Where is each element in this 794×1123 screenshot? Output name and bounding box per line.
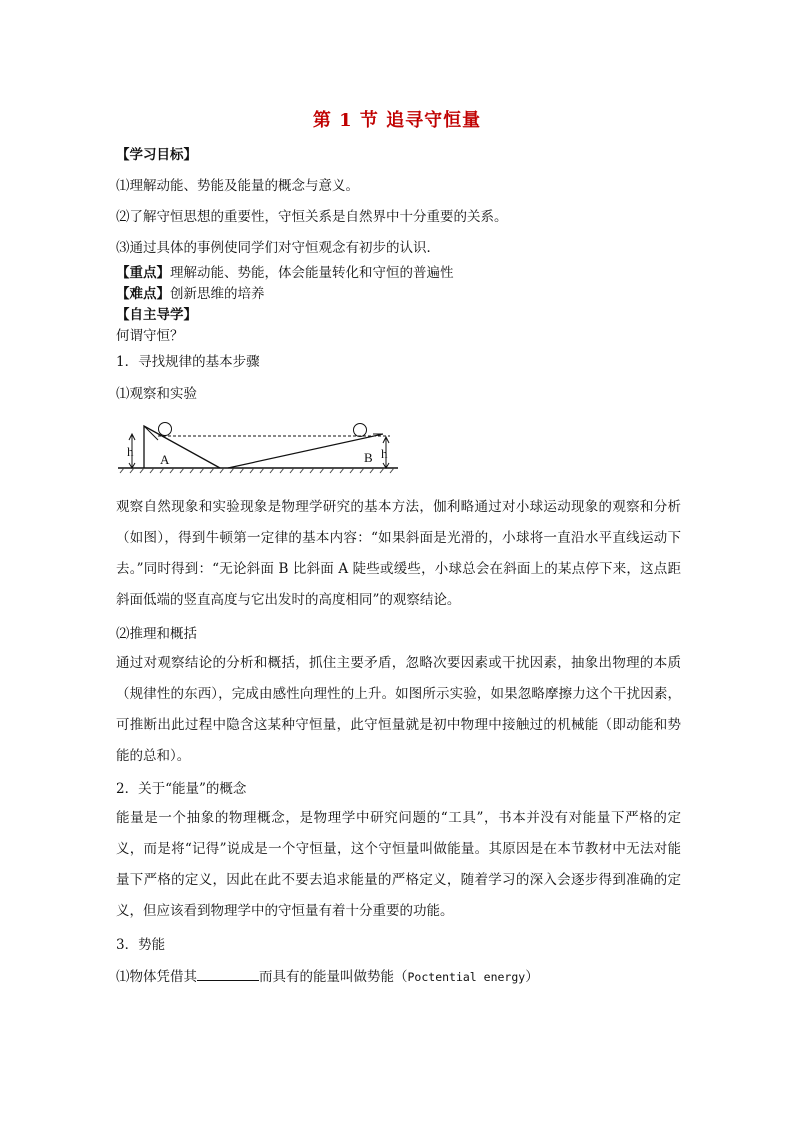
incline-b — [228, 434, 383, 468]
left-height-label: h — [127, 444, 134, 459]
right-height-label: h — [381, 446, 388, 461]
section-2-paragraph: 能量是一个抽象的物理概念，是物理学中研究问题的“工具”，书本并没有对能量下严格的定义，而是将“记得”说成是一个守恒量，这个守恒量叫做能量。其原因是在本节教材中无法对能量下严格的定义，因此在此不要去追求能量的严格定义，随着学习的深入会逐步得到准确的定义，但应该看到物理学中的守恒量有着十分重要的功能。 — [116, 810, 681, 919]
incline-a-label: A — [160, 452, 170, 467]
item-1-english-term: Poctential energy — [407, 970, 526, 984]
objective-item: ⑴理解动能、势能及能量的概念与意义。 — [116, 178, 359, 194]
key-point — [116, 264, 454, 282]
section-1-paragraph-2: 通过对观察结论的分析和概括，抓住主要矛盾，忽略次要因素或干扰因素，抽象出物理的本质（规律性的东西），完成由感性向理性的上升。如图所示实验，如果忽略摩擦力这个干扰因素，可推断出此过程中隐含这某种守恒量，此守恒量就是初中物理中接触过的机械能（即动能和势能的总和）。 — [116, 655, 681, 764]
incline-diagram — [118, 418, 403, 480]
key-point-label: 【重点】 — [116, 265, 170, 281]
self-study-heading: 【自主导学】 — [116, 307, 197, 323]
objective-item: ⑵了解守恒思想的重要性，守恒关系是自然界中十分重要的关系。 — [116, 209, 508, 225]
ball-right — [354, 424, 367, 437]
objectives-heading: 【学习目标】 — [116, 147, 197, 163]
question-text: 何谓守恒？ — [116, 328, 184, 344]
fill-in-blank[interactable] — [197, 968, 259, 981]
objective-item: ⑶通过具体的事例使同学们对守恒观念有初步的认识． — [116, 240, 440, 256]
ball-left — [159, 423, 172, 436]
difficulty — [116, 285, 265, 303]
difficulty-label: 【难点】 — [116, 286, 170, 302]
section-3-item-1 — [116, 968, 539, 986]
section-1-heading: 1．寻找规律的基本步骤 — [116, 354, 260, 370]
incline-b-label: B — [364, 450, 373, 465]
page-title: 第 1 节 追寻守恒量 — [312, 110, 482, 131]
item-1-close: ） — [525, 969, 539, 985]
difficulty-text: 创新思维的培养 — [170, 286, 265, 302]
section-1-sub-2: ⑵推理和概括 — [116, 626, 197, 642]
key-point-text: 理解动能、势能，体会能量转化和守恒的普遍性 — [170, 265, 454, 281]
item-1-prefix: ⑴物体凭借其 — [116, 969, 197, 985]
incline-a — [144, 426, 220, 468]
section-1-paragraph-1: 观察自然现象和实验现象是物理学研究的基本方法，伽利略通过对小球运动现象的观察和分析（如图），得到牛顿第一定律的基本内容：“如果斜面是光滑的，小球将一直沿水平直线运动下去。”同时得到：“无论斜面 B 比斜面 A 陡些或缓些，小球总会在斜面上的某点停下来，这点距斜面低端的竖直高度与它出发时的高度相同”的观察结论。 — [116, 499, 681, 608]
section-3-heading: 3．势能 — [116, 937, 166, 953]
section-1-sub-1: ⑴观察和实验 — [116, 386, 197, 402]
item-1-suffix: 而具有的能量叫做势能（ — [259, 969, 408, 985]
section-2-heading: 2．关于“能量”的概念 — [116, 781, 247, 797]
